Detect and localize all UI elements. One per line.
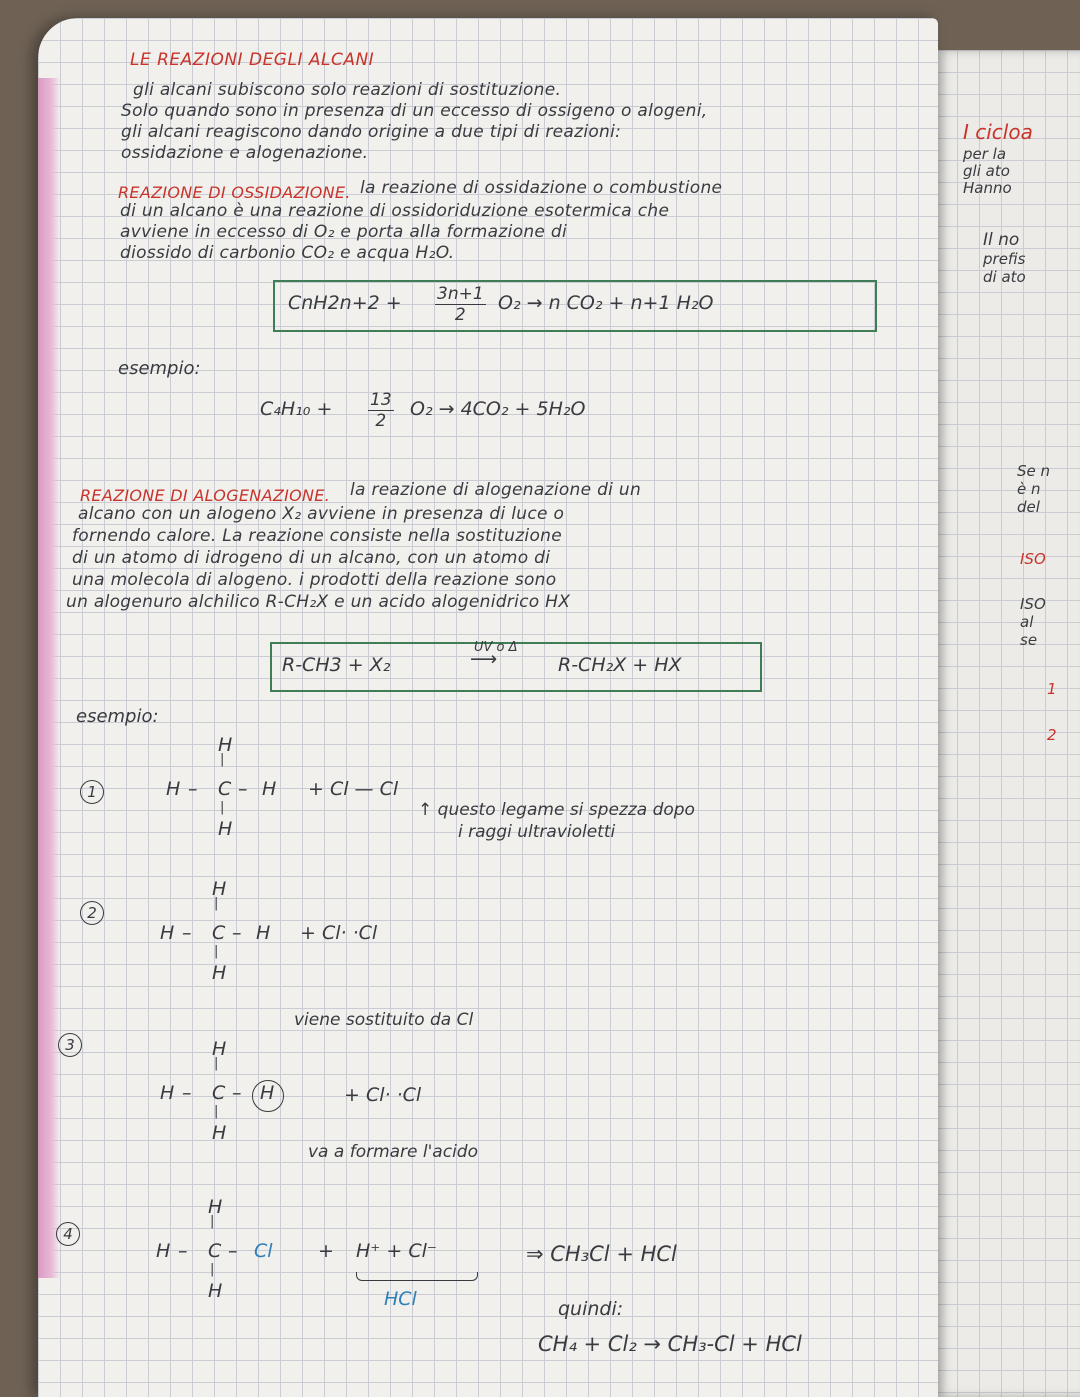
margin-note: ISO: [1020, 550, 1046, 568]
oxidation-line: avviene in eccesso di O₂ e porta alla formazione di: [120, 222, 567, 242]
bond-line: –: [188, 778, 198, 800]
fraction-denominator: 2: [454, 305, 466, 325]
combustion-example-left: C₄H₁₀ +: [260, 398, 333, 420]
halogenation-line: fornendo calore. La reazione consiste nella sostituzione: [72, 526, 562, 546]
margin-note: 2: [1047, 726, 1057, 744]
bond-line: –: [178, 1240, 188, 1262]
atom-h-left: H: [160, 1082, 175, 1104]
bond-line: –: [182, 922, 192, 944]
atom-h-bottom: H: [208, 1280, 223, 1302]
margin-note: di ato: [983, 268, 1026, 286]
highlighted-hydrogen-circle: [252, 1080, 284, 1112]
margin-note: del: [1017, 498, 1040, 516]
bond-break-note: ↑ questo legame si spezza dopo: [418, 800, 695, 820]
atom-h-right: H: [262, 778, 277, 800]
halogenation-line: una molecola di alogeno. i prodotti della reazione sono: [72, 570, 557, 590]
example-label: esempio:: [118, 358, 201, 379]
bond-line: |: [214, 896, 219, 911]
step4-result: ⇒ CH₃Cl + HCl: [526, 1242, 677, 1266]
page-title: LE REAZIONI DEGLI ALCANI: [130, 50, 375, 70]
intro-line: gli alcani subiscono solo reazioni di sostituzione.: [133, 80, 562, 100]
oxidation-line: la reazione di ossidazione o combustione: [360, 178, 723, 198]
substitution-note: viene sostituito da Cl: [294, 1010, 474, 1030]
halogenation-formula-left: R-CH3 + X₂: [282, 654, 391, 676]
halogenation-heading: REAZIONE DI ALOGENAZIONE.: [80, 486, 331, 505]
step-number: 3: [58, 1033, 82, 1057]
atom-h-bottom: H: [218, 818, 233, 840]
combustion-example-right: O₂ → 4CO₂ + 5H₂O: [410, 398, 586, 420]
step-number: 1: [80, 780, 104, 804]
atom-h-left: H: [156, 1240, 171, 1262]
bond-line: –: [182, 1082, 192, 1104]
halogenation-line: alcano con un alogeno X₂ avviene in presenza di luce o: [78, 504, 565, 524]
quindi-label: quindi:: [558, 1298, 624, 1320]
margin-note: ISO: [1020, 595, 1046, 613]
bond-line: –: [232, 1082, 242, 1104]
fraction-numerator: 13: [370, 390, 392, 410]
overall-reaction: CH₄ + Cl₂ → CH₃-Cl + HCl: [538, 1332, 802, 1356]
halogenation-line: un alogenuro alchilico R-CH₂X e un acido alogenidrico HX: [66, 592, 571, 612]
atom-cl-right: Cl: [254, 1240, 273, 1262]
atom-h-top: H: [218, 734, 233, 756]
margin-note: se: [1020, 631, 1038, 649]
combustion-formula-left: CnH2n+2 +: [288, 292, 402, 314]
step-number: 4: [56, 1222, 80, 1246]
bond-line: |: [210, 1262, 215, 1277]
adjacent-notebook-page: [935, 50, 1080, 1397]
chlorine-molecule: + Cl — Cl: [308, 778, 399, 800]
bond-line: |: [214, 1056, 219, 1071]
chlorine-radicals: + Cl· ·Cl: [300, 922, 378, 944]
fraction-denominator: 2: [375, 411, 387, 431]
atom-h-right: H: [256, 922, 271, 944]
example-label: esempio:: [76, 706, 159, 727]
atom-h-right: H: [260, 1082, 275, 1104]
chlorine-radicals: + Cl· ·Cl: [344, 1084, 422, 1106]
margin-note: Il no: [983, 230, 1020, 250]
bond-line: |: [220, 800, 225, 815]
margin-note: al: [1020, 613, 1034, 631]
atom-c: C: [212, 1082, 226, 1104]
margin-note: Se n: [1017, 462, 1051, 480]
combustion-formula-right: O₂ → n CO₂ + n+1 H₂O: [498, 292, 714, 314]
intro-line: gli alcani reagiscono dando origine a due tipi di reazioni:: [121, 122, 622, 142]
plus-sign: +: [318, 1240, 334, 1262]
reaction-arrow-label: UV o Δ: [474, 640, 518, 655]
notebook-binding: [38, 78, 60, 1278]
margin-note: Hanno: [963, 179, 1012, 197]
margin-note: prefis: [983, 250, 1026, 268]
atom-h-top: H: [212, 878, 227, 900]
atom-h-left: H: [160, 922, 175, 944]
atom-h-top: H: [208, 1196, 223, 1218]
fraction-numerator: 3n+1: [437, 284, 484, 304]
atom-h-top: H: [212, 1038, 227, 1060]
oxidation-heading: REAZIONE DI OSSIDAZIONE.: [118, 183, 351, 202]
bond-line: –: [238, 778, 248, 800]
reaction-arrow-icon: ⟶: [470, 648, 498, 670]
ions: H⁺ + Cl⁻: [356, 1240, 437, 1262]
oxidation-line: di un alcano è una reazione di ossidoriduzione esotermica che: [120, 201, 670, 221]
atom-h-bottom: H: [212, 1122, 227, 1144]
margin-note: 1: [1047, 680, 1057, 698]
notebook-page: [38, 18, 938, 1397]
acid-formation-note: va a formare l'acido: [308, 1142, 478, 1162]
margin-note: per la: [963, 145, 1007, 163]
ions-brace: [356, 1272, 478, 1281]
atom-c: C: [212, 922, 226, 944]
bond-line: –: [232, 922, 242, 944]
bond-break-note: i raggi ultravioletti: [458, 822, 616, 842]
atom-c: C: [208, 1240, 222, 1262]
step-number: 2: [80, 901, 104, 925]
bond-line: |: [220, 752, 225, 767]
atom-h-left: H: [166, 778, 181, 800]
bond-line: |: [210, 1214, 215, 1229]
hcl-label: HCl: [384, 1288, 417, 1310]
intro-line: Solo quando sono in presenza di un eccesso di ossigeno o alogeni,: [121, 101, 708, 121]
margin-note: è n: [1017, 480, 1041, 498]
atom-h-bottom: H: [212, 962, 227, 984]
intro-line: ossidazione e alogenazione.: [121, 143, 369, 163]
combustion-formula-fraction: [435, 284, 486, 325]
halogenation-line: di un atomo di idrogeno di un alcano, con un atomo di: [72, 548, 551, 568]
bond-line: |: [214, 944, 219, 959]
atom-c: C: [218, 778, 232, 800]
margin-note: gli ato: [963, 162, 1010, 180]
oxidation-line: diossido di carbonio CO₂ e acqua H₂O.: [120, 243, 455, 263]
bond-line: |: [214, 1104, 219, 1119]
halogenation-line: la reazione di alogenazione di un: [350, 480, 642, 500]
combustion-example-fraction: [368, 390, 394, 431]
bond-line: –: [228, 1240, 238, 1262]
halogenation-formula-right: R-CH₂X + HX: [558, 654, 682, 676]
margin-note: I cicloa: [963, 120, 1033, 144]
